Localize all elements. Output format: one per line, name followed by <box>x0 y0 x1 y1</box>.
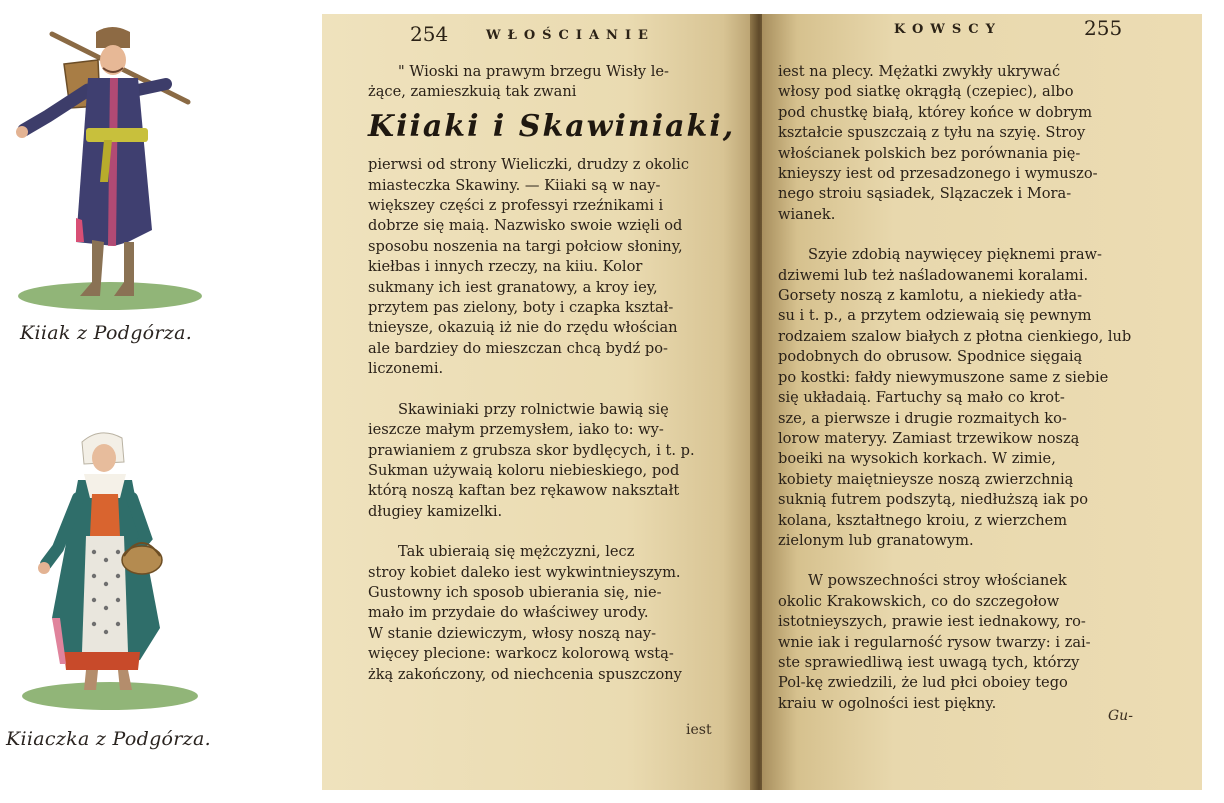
text-line: ieszcze małym przemysłem, iako to: wy- <box>368 421 664 439</box>
text-line: dziwemi lub też naśladowanemi koralami. <box>778 266 1089 284</box>
right-page <box>762 14 1202 790</box>
text-line: po kostki: fałdy niewymuszone same z siebie <box>778 368 1109 386</box>
text-line: iest na plecy. Mężatki zwykły ukrywać <box>778 63 1061 80</box>
illustration-kiiak <box>0 20 230 360</box>
text-line: W powszechności stroy włościanek <box>808 572 1067 590</box>
text-line: sposobu noszenia na targi połciow słoniny, <box>368 237 683 255</box>
text-line: Gustowny ich sposob ubierania się, nie- <box>368 583 662 601</box>
text-line: włosy pod siatkę okrągłą (czepiec), albo <box>778 83 1074 101</box>
text-line: Gorsety noszą z kamlotu, a niekiedy atła- <box>778 287 1083 305</box>
text-line: żką zakończony, od niechcenia spuszczony <box>368 665 682 683</box>
text-line: su i t. p., a przytem odziewaią się pewnym <box>778 307 1092 325</box>
text-line: prawianiem z grubsza skor bydlęcych, i t. p. <box>368 441 695 459</box>
page-number-left: 254 <box>410 22 449 46</box>
right-paragraph-1 <box>778 62 1162 225</box>
text-line: podobnych do obrusow. Spodnice sięgaią <box>778 348 1083 366</box>
text-line: knieyszy iest od przesadzonego i wymuszo- <box>778 165 1098 183</box>
text-line: suknią futrem podszytą, niedłuższą iak po <box>778 491 1088 509</box>
text-line: pod chustkę białą, którey końce w dobrym <box>778 103 1093 121</box>
running-head-left: WŁOŚCIANIE <box>486 28 655 43</box>
text-line: którą noszą kaftan bez rękawow nakształt <box>368 482 680 500</box>
text-line: kiełbas i innych rzeczy, na kiiu. Kolor <box>368 258 643 276</box>
text-line: sze, a pierwsze i drugie rozmaitych ko- <box>778 409 1067 427</box>
text-line: zielonym lub granatowym. <box>778 531 974 549</box>
text-line: dobrze się maią. Nazwisko swoie wzięli od <box>368 217 683 235</box>
section-heading: Kiiaki i Skawiniaki, <box>368 108 736 144</box>
text-line: Skawiniaki przy rolnictwie bawią się <box>398 400 669 418</box>
text-line: wnie iak i regularność rysow twarzy: i zai- <box>778 633 1091 651</box>
text-line: wianek. <box>778 205 836 223</box>
text-line: liczonemi. <box>368 360 444 378</box>
page-number-right: 255 <box>1084 16 1123 40</box>
right-page-text <box>778 62 1162 714</box>
text-line: lorow materyy. Zamiast trzewikow noszą <box>778 429 1080 447</box>
text-line: ale bardziey do mieszczan chcą bydź po- <box>368 339 668 357</box>
intro-line-2: żące, zamieszkuią tak zwani <box>368 83 577 101</box>
text-line: Sukman używaią koloru niebieskiego, pod <box>368 461 680 479</box>
text-line: Tak ubieraią się mężczyzni, lecz <box>398 543 635 561</box>
left-page-text <box>368 62 752 685</box>
right-paragraph-3 <box>778 571 1162 714</box>
text-line: kolana, kształtnego kroiu, z wierzchem <box>778 511 1068 529</box>
text-line: Szyie zdobią naywięcey pięknemi praw- <box>808 246 1102 264</box>
book-spread <box>322 14 1202 790</box>
text-line: boeiki na wysokich korkach. W zimie, <box>778 450 1056 468</box>
text-line: kobiety maiętnieysze noszą zwierzchnią <box>778 470 1074 488</box>
text-line: kraiu w ogolności iest piękny. <box>778 694 997 712</box>
text-line: większey części z professyi rzeźnikami i <box>368 197 664 215</box>
running-head-right: KOWSCY <box>894 22 1002 37</box>
text-line: sukmany ich iest granatowy, a kroy iey, <box>368 278 658 296</box>
left-paragraph-2 <box>368 400 752 522</box>
caption-kiiaczka: Kiiaczka z Podgórza. <box>6 728 211 750</box>
left-page <box>322 14 758 790</box>
text-line: stroy kobiet daleko iest wykwintnieyszym. <box>368 563 681 581</box>
kiiak-figure-drawing <box>0 20 230 320</box>
left-paragraph-3 <box>368 542 752 685</box>
left-paragraph-1 <box>368 155 752 379</box>
text-line: długiey kamizelki. <box>368 502 503 520</box>
text-line: tnieysze, okazuią iż nie do rzędu włościan <box>368 319 678 337</box>
catchword-right: Gu- <box>1108 708 1133 724</box>
text-line: się układaią. Fartuchy są mało co krot- <box>778 389 1065 407</box>
text-line: ste sprawiedliwą iest uwagą tych, którzy <box>778 653 1080 671</box>
illustration-kiiaczka <box>0 428 230 758</box>
text-line: istotnieyszych, prawie iest iednakowy, ro- <box>778 613 1086 631</box>
intro-line-1: " Wioski na prawym brzegu Wisły le- <box>398 63 669 80</box>
text-line: rodzaiem szalow białych z płotna cienkiego, lub <box>778 327 1132 345</box>
text-line: miasteczka Skawiny. — Kiiaki są w nay- <box>368 176 661 194</box>
text-line: przytem pas zielony, boty i czapka kształ- <box>368 299 674 317</box>
text-line: nego stroiu sąsiadek, Slązaczek i Mora- <box>778 185 1072 203</box>
text-line: W stanie dziewiczym, włosy noszą nay- <box>368 624 657 642</box>
text-line: mało im przydaie do właściwey urody. <box>368 604 649 622</box>
text-line: kształcie spuszczaią z tyłu na szyię. Stroy <box>778 124 1086 142</box>
catchword-left: iest <box>686 722 712 738</box>
text-line: Pol-kę zwiedzili, że lud płci oboiey tego <box>778 674 1068 692</box>
text-line: okolic Krakowskich, co do szczegołow <box>778 592 1060 610</box>
text-line: pierwsi od strony Wieliczki, drudzy z okolic <box>368 156 689 174</box>
kiiaczka-figure-drawing <box>0 428 230 718</box>
right-paragraph-2 <box>778 245 1162 551</box>
caption-kiiak: Kiiak z Podgórza. <box>20 322 193 344</box>
text-line: włościanek polskich bez porównania pię- <box>778 144 1081 162</box>
text-line: więcey plecione: warkocz kolorową wstą- <box>368 645 674 663</box>
